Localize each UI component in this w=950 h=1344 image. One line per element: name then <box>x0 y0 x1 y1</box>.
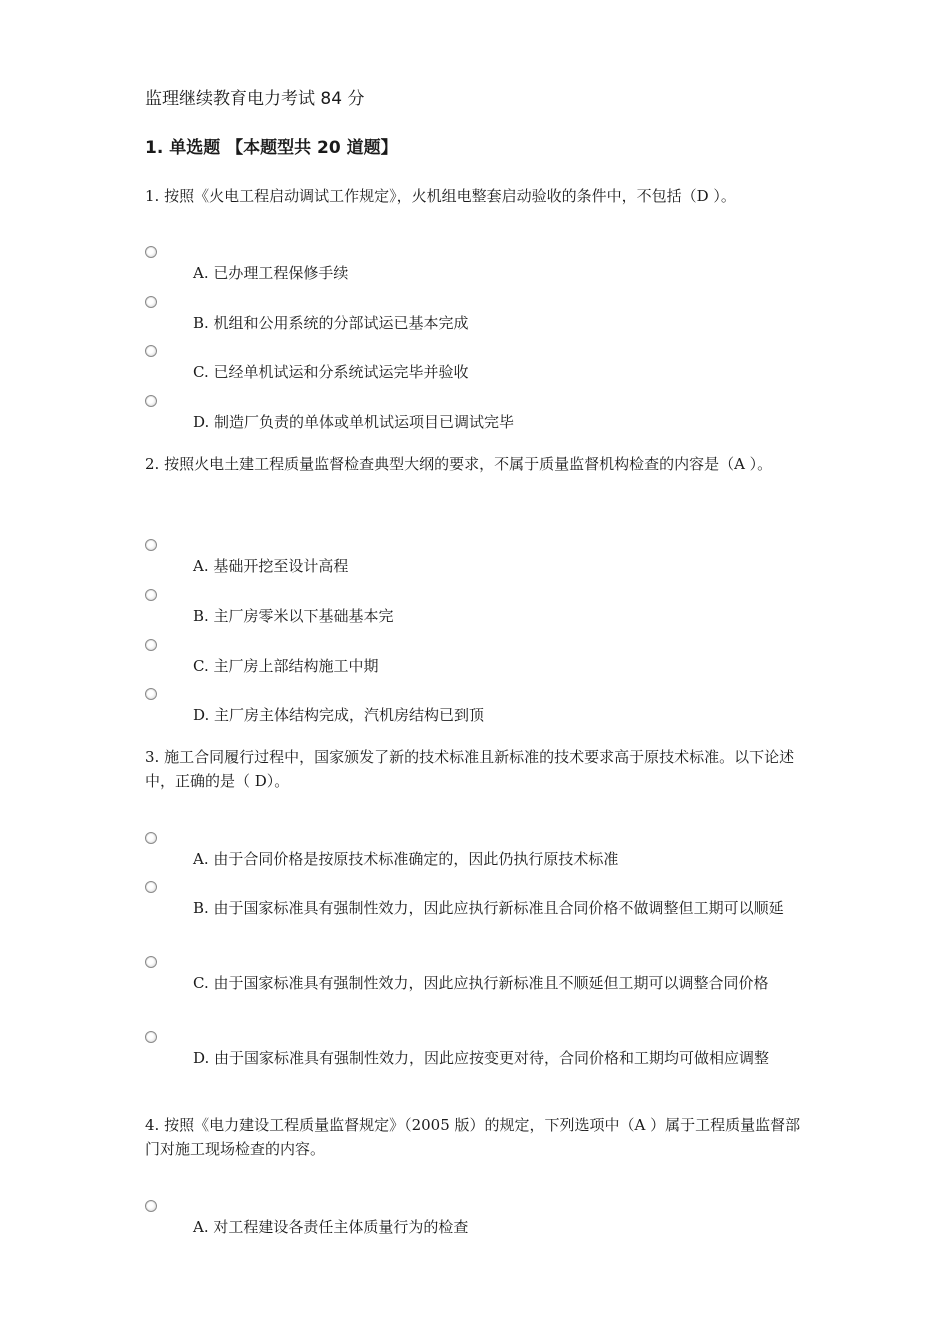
question-3-option-c[interactable] <box>145 956 813 1026</box>
section-title: 1. 单选题 【本题型共 20 道题】 <box>145 138 398 158</box>
option-label: D. 制造厂负责的单体或单机试运项目已调试完毕 <box>193 413 515 431</box>
option-label: A. 对工程建设各责任主体质量行为的检查 <box>193 1218 469 1236</box>
question-4-text: 4. 按照《电力建设工程质量监督规定》（2005 版）的规定，下列选项中（A ）属于工程质量监督部门对施工现场检查的内容。 <box>145 1116 801 1158</box>
option-label: D. 由于国家标准具有强制性效力，因此应按变更对待，合同价格和工期均可做相应调整 <box>193 1049 770 1067</box>
question-3-text: 3. 施工合同履行过程中，国家颁发了新的技术标准且新标准的技术要求高于原技术标准。以下论述中，正确的是（ D）。 <box>145 748 795 790</box>
option-label: A. 由于合同价格是按原技术标准确定的，因此仍执行原技术标准 <box>193 850 619 868</box>
option-label: A. 基础开挖至设计高程 <box>193 557 349 575</box>
option-label: C. 主厂房上部结构施工中期 <box>193 657 379 675</box>
question-2-option-d[interactable] <box>145 688 813 748</box>
question-3-option-d[interactable] <box>145 1031 813 1101</box>
option-label: B. 由于国家标准具有强制性效力，因此应执行新标准且合同价格不做调整但工期可以顺延 <box>193 899 784 917</box>
question-1-text: 1. 按照《火电工程启动调试工作规定》，火机组电整套启动验收的条件中，不包括（D ）。 <box>145 187 736 205</box>
option-label: B. 主厂房零米以下基础基本完 <box>193 607 394 625</box>
question-1-option-d[interactable] <box>145 395 813 455</box>
question-2-text: 2. 按照火电土建工程质量监督检查典型大纲的要求，不属于质量监督机构检查的内容是（A ）。 <box>145 455 773 473</box>
option-label: C. 已经单机试运和分系统试运完毕并验收 <box>193 363 469 381</box>
option-label: C. 由于国家标准具有强制性效力，因此应执行新标准且不顺延但工期可以调整合同价格 <box>193 974 769 992</box>
option-label: A. 已办理工程保修手续 <box>193 264 349 282</box>
option-label: B. 机组和公用系统的分部试运已基本完成 <box>193 314 469 332</box>
document-title: 监理继续教育电力考试 84 分 <box>145 89 365 109</box>
question-3-option-b[interactable] <box>145 881 813 951</box>
question-4-option-a[interactable] <box>145 1200 813 1260</box>
option-label: D. 主厂房主体结构完成，汽机房结构已到顶 <box>193 706 485 724</box>
